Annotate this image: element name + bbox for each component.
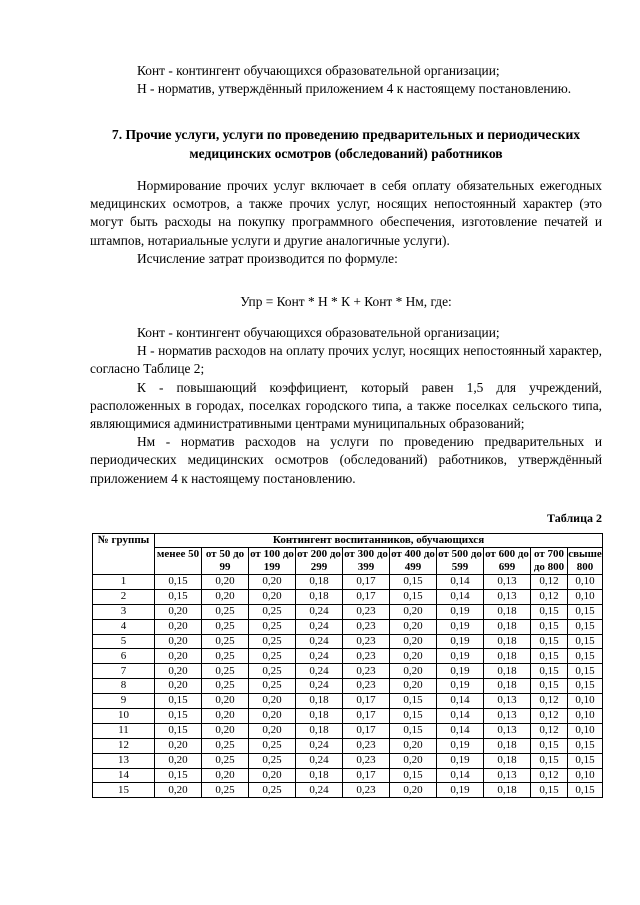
norm-value-cell: 0,10 [568, 723, 603, 738]
contingent-span-header: Контингент воспитанников, обучающихся [155, 534, 603, 548]
norm-value-cell: 0,15 [568, 753, 603, 768]
table-row [93, 709, 603, 724]
norm-value-cell: 0,14 [437, 709, 484, 724]
norm-value-cell: 0,20 [155, 634, 202, 649]
norm-value-cell: 0,24 [296, 738, 343, 753]
norm-value-cell: 0,15 [568, 679, 603, 694]
group-number-cell: 13 [93, 753, 155, 768]
norm-value-cell: 0,15 [155, 768, 202, 783]
norm-value-cell: 0,14 [437, 723, 484, 738]
norm-value-cell: 0,20 [155, 738, 202, 753]
norm-value-cell: 0,19 [437, 664, 484, 679]
norm-value-cell: 0,15 [390, 575, 437, 590]
norm-value-cell: 0,17 [343, 723, 390, 738]
norm-value-cell: 0,10 [568, 694, 603, 709]
kont-definition-top: Конт - контингент обучающихся образовательной организации; [137, 63, 500, 78]
intro-definitions [90, 62, 602, 98]
norm-value-cell: 0,15 [531, 679, 568, 694]
k-definition: К - повышающий коэффициент, который равен 1,5 для учреждений, расположенных в городах, поселках городского типа, а также поселках сельского типа, являющимися административными центрами муниципальных образований; [90, 379, 602, 432]
norm-value-cell: 0,20 [390, 783, 437, 798]
norm-value-cell: 0,20 [390, 738, 437, 753]
norm-value-cell: 0,20 [249, 694, 296, 709]
group-number-cell: 9 [93, 694, 155, 709]
norm-value-cell: 0,15 [531, 753, 568, 768]
norm-value-cell: 0,20 [249, 723, 296, 738]
table-row [93, 753, 603, 768]
norm-value-cell: 0,18 [484, 679, 531, 694]
norm-value-cell: 0,24 [296, 649, 343, 664]
norm-value-cell: 0,13 [484, 709, 531, 724]
paragraph-formula-intro: Исчисление затрат производится по формуле: [137, 250, 398, 266]
table-row [93, 604, 603, 619]
norms-table [92, 533, 603, 798]
norm-value-cell: 0,19 [437, 619, 484, 634]
norm-value-cell: 0,23 [343, 604, 390, 619]
norm-value-cell: 0,20 [155, 649, 202, 664]
norm-value-cell: 0,14 [437, 694, 484, 709]
column-header: от 50 до 99 [202, 548, 249, 575]
norm-value-cell: 0,25 [202, 649, 249, 664]
norm-value-cell: 0,23 [343, 783, 390, 798]
norm-value-cell: 0,20 [202, 694, 249, 709]
norm-value-cell: 0,24 [296, 753, 343, 768]
norm-value-cell: 0,10 [568, 575, 603, 590]
norm-value-cell: 0,23 [343, 753, 390, 768]
norm-value-cell: 0,25 [202, 753, 249, 768]
norm-value-cell: 0,10 [568, 709, 603, 724]
group-number-cell: 2 [93, 589, 155, 604]
group-number-cell: 1 [93, 575, 155, 590]
group-number-cell: 10 [93, 709, 155, 724]
table-row [93, 575, 603, 590]
contingent-columns-row [93, 548, 603, 575]
norm-value-cell: 0,15 [568, 649, 603, 664]
norm-value-cell: 0,20 [202, 575, 249, 590]
group-number-cell: 4 [93, 619, 155, 634]
norm-value-cell: 0,24 [296, 679, 343, 694]
column-header: от 200 до 299 [297, 548, 341, 573]
table-row [93, 768, 603, 783]
norm-value-cell: 0,19 [437, 783, 484, 798]
norm-value-cell: 0,18 [484, 783, 531, 798]
n-definition: Н - норматив расходов на оплату прочих услуг, носящих непостоянный характер, согласно Таблице 2; [90, 343, 602, 377]
norm-value-cell: 0,15 [568, 619, 603, 634]
column-header: от 700 до 800 [531, 548, 568, 575]
norm-value-cell: 0,25 [249, 634, 296, 649]
norm-value-cell: 0,18 [296, 694, 343, 709]
column-header: менее 50 [155, 548, 202, 575]
norm-value-cell: 0,15 [568, 604, 603, 619]
norm-value-cell: 0,15 [568, 783, 603, 798]
norm-value-cell: 0,23 [343, 738, 390, 753]
group-number-cell: 7 [93, 664, 155, 679]
column-header: от 100 до 199 [250, 548, 294, 573]
norm-value-cell: 0,14 [437, 768, 484, 783]
norm-value-cell: 0,20 [202, 589, 249, 604]
norm-value-cell: 0,13 [484, 723, 531, 738]
norm-value-cell: 0,20 [390, 753, 437, 768]
table-caption: Таблица 2 [547, 511, 602, 525]
norm-value-cell: 0,12 [531, 723, 568, 738]
norm-value-cell: 0,20 [390, 604, 437, 619]
norm-value-cell: 0,18 [296, 589, 343, 604]
norm-value-cell: 0,15 [390, 694, 437, 709]
norm-value-cell: 0,25 [249, 753, 296, 768]
norm-value-cell: 0,18 [296, 723, 343, 738]
group-number-cell: 5 [93, 634, 155, 649]
norm-value-cell: 0,14 [437, 575, 484, 590]
norm-value-cell: 0,18 [484, 664, 531, 679]
norm-value-cell: 0,20 [249, 768, 296, 783]
norm-value-cell: 0,20 [155, 783, 202, 798]
norm-value-cell: 0,20 [390, 619, 437, 634]
section-title: 7. Прочие услуги, услуги по проведению предварительных и периодических медицинских осмотров (обследований) работников [111, 127, 581, 161]
table-row [93, 664, 603, 679]
norm-value-cell: 0,25 [249, 783, 296, 798]
norm-value-cell: 0,25 [249, 679, 296, 694]
norm-value-cell: 0,25 [202, 679, 249, 694]
norm-value-cell: 0,12 [531, 709, 568, 724]
table-row [93, 649, 603, 664]
norm-value-cell: 0,18 [484, 753, 531, 768]
n-definition-top: Н - норматив, утверждённый приложением 4 к настоящему постановлению. [137, 81, 572, 97]
norm-value-cell: 0,14 [437, 589, 484, 604]
norm-value-cell: 0,20 [155, 753, 202, 768]
norm-value-cell: 0,10 [568, 589, 603, 604]
norm-value-cell: 0,15 [390, 768, 437, 783]
group-number-cell: 15 [93, 783, 155, 798]
group-number-cell: 11 [93, 723, 155, 738]
norm-value-cell: 0,15 [155, 694, 202, 709]
norm-value-cell: 0,18 [296, 575, 343, 590]
norm-value-cell: 0,15 [531, 649, 568, 664]
norm-value-cell: 0,17 [343, 768, 390, 783]
norm-value-cell: 0,20 [155, 619, 202, 634]
norm-value-cell: 0,25 [202, 738, 249, 753]
norm-value-cell: 0,15 [390, 589, 437, 604]
table-row [93, 694, 603, 709]
norm-value-cell: 0,18 [484, 738, 531, 753]
norm-value-cell: 0,13 [484, 694, 531, 709]
norm-value-cell: 0,18 [484, 634, 531, 649]
table-row [93, 723, 603, 738]
norm-value-cell: 0,25 [202, 664, 249, 679]
norm-value-cell: 0,20 [155, 664, 202, 679]
norm-value-cell: 0,25 [249, 664, 296, 679]
norm-value-cell: 0,15 [568, 738, 603, 753]
table-row [93, 783, 603, 798]
section-body [90, 177, 602, 268]
norm-value-cell: 0,24 [296, 783, 343, 798]
norm-value-cell: 0,10 [568, 768, 603, 783]
table-row [93, 634, 603, 649]
norm-value-cell: 0,20 [249, 589, 296, 604]
norm-value-cell: 0,18 [484, 649, 531, 664]
group-number-cell: 12 [93, 738, 155, 753]
group-number-cell: 6 [93, 649, 155, 664]
norm-value-cell: 0,15 [531, 634, 568, 649]
norm-value-cell: 0,25 [202, 604, 249, 619]
norm-value-cell: 0,20 [390, 649, 437, 664]
norm-value-cell: 0,15 [390, 709, 437, 724]
norm-value-cell: 0,15 [568, 664, 603, 679]
norm-value-cell: 0,12 [531, 575, 568, 590]
formula-definitions [90, 324, 602, 488]
norm-value-cell: 0,20 [202, 723, 249, 738]
paragraph-norming: Нормирование прочих услуг включает в себя оплату обязательных ежегодных медицинских осмотров, а также прочих услуг, носящих непостоянный характер (это могут быть расходы на покупку программного обеспечения, изготовление печатей и штампов, нотариальные услуги и другие аналогичные услуги). [90, 178, 602, 248]
norm-value-cell: 0,17 [343, 589, 390, 604]
norm-value-cell: 0,25 [249, 738, 296, 753]
norm-value-cell: 0,15 [531, 664, 568, 679]
norm-value-cell: 0,19 [437, 649, 484, 664]
column-header: от 300 до 399 [344, 548, 388, 573]
norm-value-cell: 0,19 [437, 679, 484, 694]
group-number-cell: 8 [93, 679, 155, 694]
norm-value-cell: 0,25 [249, 619, 296, 634]
kont-definition: Конт - контингент обучающихся образовательной организации; [137, 325, 500, 340]
norm-value-cell: 0,20 [390, 664, 437, 679]
nm-definition: Нм - норматив расходов на услуги по проведению предварительных и периодических медицинских осмотров (обследований) работников, утверждённый приложением 4 к настоящему постановлению. [90, 434, 602, 486]
norm-value-cell: 0,24 [296, 604, 343, 619]
norm-value-cell: 0,13 [484, 768, 531, 783]
norm-value-cell: 0,15 [390, 723, 437, 738]
norm-value-cell: 0,19 [437, 738, 484, 753]
norm-value-cell: 0,18 [484, 619, 531, 634]
norm-value-cell: 0,20 [155, 604, 202, 619]
norm-value-cell: 0,24 [296, 634, 343, 649]
norm-value-cell: 0,20 [249, 575, 296, 590]
group-number-header: № группы [93, 534, 155, 575]
norm-value-cell: 0,15 [155, 575, 202, 590]
norm-value-cell: 0,23 [343, 619, 390, 634]
norm-value-cell: 0,15 [531, 619, 568, 634]
norm-value-cell: 0,18 [296, 709, 343, 724]
table-body [93, 575, 603, 798]
norm-value-cell: 0,25 [249, 649, 296, 664]
norm-value-cell: 0,20 [155, 679, 202, 694]
table-row [93, 738, 603, 753]
norm-value-cell: 0,23 [343, 634, 390, 649]
norm-value-cell: 0,20 [249, 709, 296, 724]
norm-value-cell: 0,23 [343, 679, 390, 694]
column-header: от 400 до 499 [391, 548, 435, 573]
norm-value-cell: 0,19 [437, 634, 484, 649]
norm-value-cell: 0,17 [343, 709, 390, 724]
norm-value-cell: 0,15 [155, 709, 202, 724]
table-row [93, 619, 603, 634]
table-row [93, 679, 603, 694]
column-header: от 600 до 699 [485, 548, 529, 573]
norm-value-cell: 0,15 [155, 589, 202, 604]
norm-value-cell: 0,12 [531, 589, 568, 604]
norm-value-cell: 0,12 [531, 768, 568, 783]
norm-value-cell: 0,20 [202, 709, 249, 724]
norm-value-cell: 0,24 [296, 664, 343, 679]
norm-value-cell: 0,15 [568, 634, 603, 649]
norm-value-cell: 0,15 [531, 783, 568, 798]
norm-value-cell: 0,25 [202, 619, 249, 634]
norm-value-cell: 0,25 [249, 604, 296, 619]
norm-value-cell: 0,23 [343, 649, 390, 664]
group-number-cell: 3 [93, 604, 155, 619]
norm-value-cell: 0,13 [484, 589, 531, 604]
norm-value-cell: 0,20 [390, 679, 437, 694]
norm-value-cell: 0,19 [437, 753, 484, 768]
norm-value-cell: 0,18 [296, 768, 343, 783]
norm-value-cell: 0,12 [531, 694, 568, 709]
norm-value-cell: 0,24 [296, 619, 343, 634]
norm-value-cell: 0,20 [202, 768, 249, 783]
norm-value-cell: 0,13 [484, 575, 531, 590]
norm-value-cell: 0,20 [390, 634, 437, 649]
norm-value-cell: 0,25 [202, 783, 249, 798]
norm-value-cell: 0,15 [155, 723, 202, 738]
norm-value-cell: 0,23 [343, 664, 390, 679]
norm-value-cell: 0,17 [343, 694, 390, 709]
norm-value-cell: 0,25 [202, 634, 249, 649]
norm-value-cell: 0,15 [531, 604, 568, 619]
column-header: от 500 до 599 [438, 548, 482, 573]
norm-value-cell: 0,18 [484, 604, 531, 619]
norm-value-cell: 0,15 [531, 738, 568, 753]
norm-value-cell: 0,19 [437, 604, 484, 619]
table-row [93, 589, 603, 604]
group-number-cell: 14 [93, 768, 155, 783]
norm-value-cell: 0,17 [343, 575, 390, 590]
column-header: свыше 800 [568, 548, 602, 573]
cost-formula: Упр = Конт * Н * К + Конт * Нм, где: [240, 294, 452, 309]
